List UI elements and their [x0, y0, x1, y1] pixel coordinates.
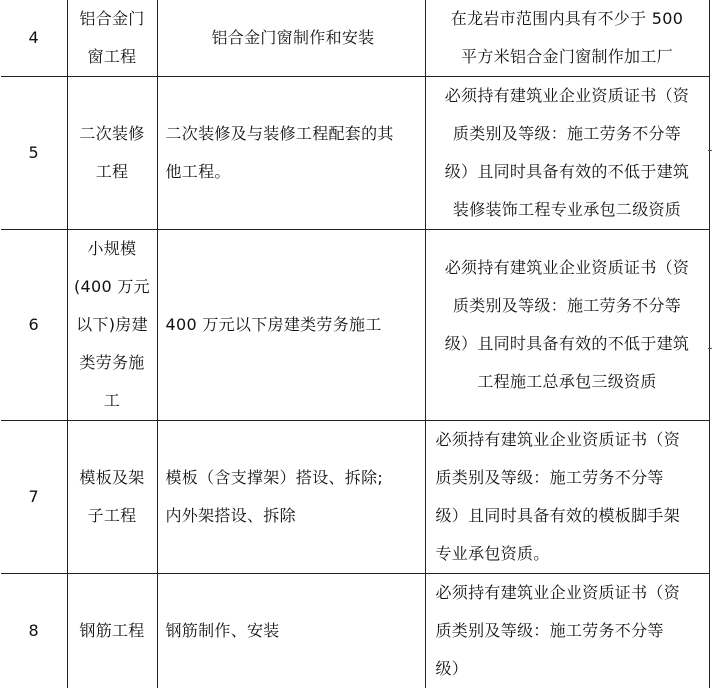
- margin-tick-mark: [708, 150, 712, 151]
- row-number: 7: [1, 421, 67, 574]
- work-scope: 铝合金门窗制作和安装: [157, 0, 425, 77]
- work-scope: 400 万元以下房建类劳务施工: [157, 230, 425, 421]
- row-number: 5: [1, 77, 67, 230]
- project-name: 二次装修 工程: [67, 77, 157, 230]
- project-name: 铝合金门 窗工程: [67, 0, 157, 77]
- qualification-requirement: 必须持有建筑业企业资质证书（资 质类别及等级：施工劳务不分等 级）: [425, 574, 709, 688]
- qualification-requirement: 在龙岩市范围内具有不少于 500 平方米铝合金门窗制作加工厂: [425, 0, 709, 77]
- work-scope: 钢筋制作、安装: [157, 574, 425, 688]
- qualification-requirement: 必须持有建筑业企业资质证书（资 质类别及等级：施工劳务不分等 级）且同时具备有效的模板脚手架 专业承包资质。: [425, 421, 709, 574]
- qualification-requirement: 必须持有建筑业企业资质证书（资 质类别及等级：施工劳务不分等 级）且同时具备有效的不低于建筑 工程施工总承包三级资质: [425, 230, 709, 421]
- project-name: 钢筋工程: [67, 574, 157, 688]
- table-row: [1, 230, 709, 421]
- table-row: [1, 0, 709, 77]
- margin-tick-mark: [708, 348, 712, 349]
- qualification-requirement: 必须持有建筑业企业资质证书（资 质类别及等级：施工劳务不分等 级）且同时具备有效的不低于建筑 装修装饰工程专业承包二级资质: [425, 77, 709, 230]
- row-number: 8: [1, 574, 67, 688]
- row-number: 6: [1, 230, 67, 421]
- table-row: [1, 421, 709, 574]
- table-row: [1, 574, 709, 688]
- row-number: 4: [1, 0, 67, 77]
- project-name: 模板及架 子工程: [67, 421, 157, 574]
- work-scope: 模板（含支撑架）搭设、拆除; 内外架搭设、拆除: [157, 421, 425, 574]
- table-row: [1, 77, 709, 230]
- work-scope: 二次装修及与装修工程配套的其 他工程。: [157, 77, 425, 230]
- project-name: 小规模 (400 万元 以下)房建 类劳务施 工: [67, 230, 157, 421]
- qualification-table: [1, 0, 710, 688]
